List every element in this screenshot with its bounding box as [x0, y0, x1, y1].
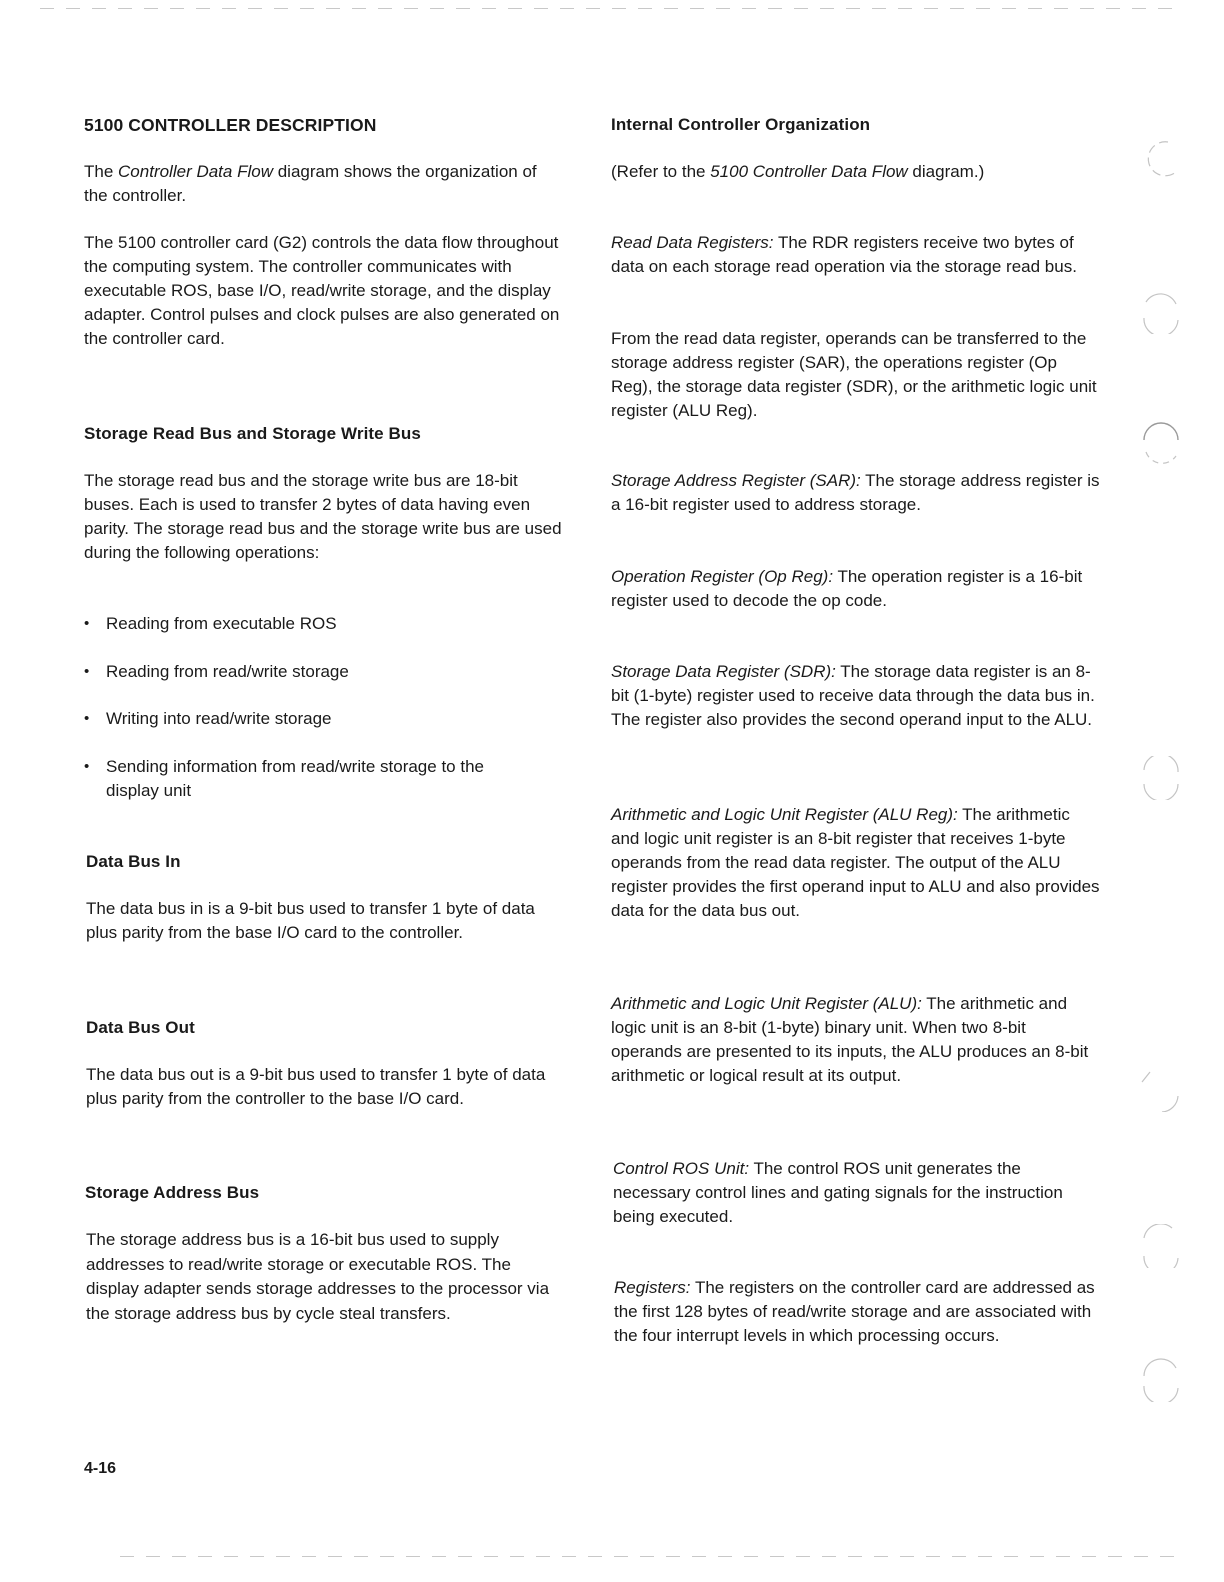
section-title: 5100 CONTROLLER DESCRIPTION [84, 115, 377, 135]
intro-paragraph [84, 160, 564, 208]
control-ros-term: Control ROS Unit: [613, 1159, 750, 1178]
intro-text-end: diagram shows the organization of the controller. [84, 162, 537, 205]
registers-paragraph [614, 1276, 1101, 1348]
op-reg-text: The operation register is a 16-bit register used to decode the op code. [611, 567, 1083, 610]
storage-bus-paragraph: The storage read bus and the storage write bus are 18-bit buses. Each is used to transfer 2 bytes of data having even parity. The storage read bus and the storage write bus are used during the following operations: [84, 471, 562, 562]
data-bus-in-heading: Data Bus In [86, 852, 181, 871]
control-ros-text: The control ROS unit generates the necessary control lines and gating signals for the instruction being executed. [613, 1159, 1063, 1226]
data-bus-in-paragraph: The data bus in is a 9-bit bus used to transfer 1 byte of data plus parity from the base I/O card to the controller. [86, 899, 535, 942]
punch-hole-icon [1138, 136, 1182, 180]
list-item: • Sending information from read/write storage to the display unit [84, 755, 514, 803]
punch-hole-icon [1138, 290, 1182, 334]
sar-text: The storage address register is a 16-bit register used to address storage. [611, 471, 1100, 514]
storage-address-bus-paragraph: The storage address bus is a 16-bit bus used to supply addresses to read/write storage or executable ROS. The display adapter sends storage addresses to the processor via the storage address bus by cycle steal transfers. [86, 1230, 550, 1323]
storage-bus-heading: Storage Read Bus and Storage Write Bus [84, 424, 421, 443]
punch-hole-icon [1138, 1224, 1182, 1268]
punch-hole-icon [1138, 756, 1182, 800]
registers-term: Registers: [614, 1278, 691, 1297]
punch-hole-icon [1138, 1358, 1182, 1402]
sar-term: Storage Address Register (SAR): [611, 471, 861, 490]
punch-hole-icon [1138, 1068, 1182, 1112]
sdr-text: The storage data register is an 8-bit (1-byte) register used to receive data through the data bus in. The register also provides the second operand input to the ALU. [611, 662, 1095, 729]
sdr-paragraph [611, 660, 1101, 732]
sar-paragraph [611, 469, 1101, 517]
punch-hole-icon [1138, 422, 1182, 466]
controller-card-paragraph: The 5100 controller card (G2) controls the data flow throughout the computing system. The controller communicates with executable ROS, base I/O, read/write storage, and the display adapter. Control pulses and clock pulses are also generated on the controller card. [84, 233, 560, 348]
op-reg-paragraph [611, 565, 1101, 613]
rdr-text: The RDR registers receive two bytes of data on each storage read operation via the storage read bus. [611, 233, 1077, 276]
list-item: • Writing into read/write storage [84, 707, 564, 731]
data-bus-out-heading: Data Bus Out [86, 1018, 195, 1037]
rdr-term: Read Data Registers: [611, 233, 774, 252]
alu-term: Arithmetic and Logic Unit Register (ALU): [611, 994, 922, 1013]
registers-text: The registers on the controller card are addressed as the first 128 bytes of read/write storage and are associated with the four interrupt levels in which processing occurs. [614, 1278, 1095, 1345]
alu-reg-text: The arithmetic and logic unit register is an 8-bit register that receives 1-byte operands from the read data register. The output of the ALU register provides the first operand input to ALU and also provides data for the data bus out. [611, 805, 1100, 920]
op-reg-term: Operation Register (Op Reg): [611, 567, 834, 586]
rdr-paragraph [611, 231, 1101, 279]
data-bus-out-paragraph: The data bus out is a 9-bit bus used to transfer 1 byte of data plus parity from the controller to the base I/O card. [86, 1065, 546, 1108]
top-scan-edge [40, 8, 1180, 9]
rdr-transfer-paragraph: From the read data register, operands can be transferred to the storage address register (SAR), the operations register (Op Reg), the storage data register (SDR), or the arithmetic logic unit register (ALU Reg). [611, 329, 1097, 420]
alu-reg-term: Arithmetic and Logic Unit Register (ALU Reg): [611, 805, 958, 824]
refer-diagram-ref: 5100 Controller Data Flow [710, 162, 908, 181]
storage-address-bus-heading: Storage Address Bus [85, 1183, 260, 1202]
sdr-term: Storage Data Register (SDR): [611, 662, 836, 681]
list-item: • Reading from read/write storage [84, 660, 564, 684]
internal-organization-heading: Internal Controller Organization [611, 115, 871, 134]
alu-reg-paragraph [611, 803, 1101, 923]
list-item: • Reading from executable ROS [84, 612, 564, 636]
intro-diagram-ref: Controller Data Flow [118, 162, 273, 181]
refer-paragraph [611, 160, 1101, 184]
refer-text-start: (Refer to the [611, 162, 711, 181]
control-ros-paragraph [613, 1157, 1101, 1229]
refer-text-end: diagram.) [907, 162, 985, 181]
bottom-scan-edge [120, 1556, 1180, 1557]
alu-paragraph [611, 992, 1101, 1088]
alu-text: The arithmetic and logic unit is an 8-bit (1-byte) binary unit. When two 8-bit operands are presented to its inputs, the ALU produces an 8-bit arithmetic or logical result at its output. [611, 994, 1089, 1085]
page-number: 4-16 [84, 1460, 117, 1477]
intro-text-start: The [84, 162, 119, 181]
